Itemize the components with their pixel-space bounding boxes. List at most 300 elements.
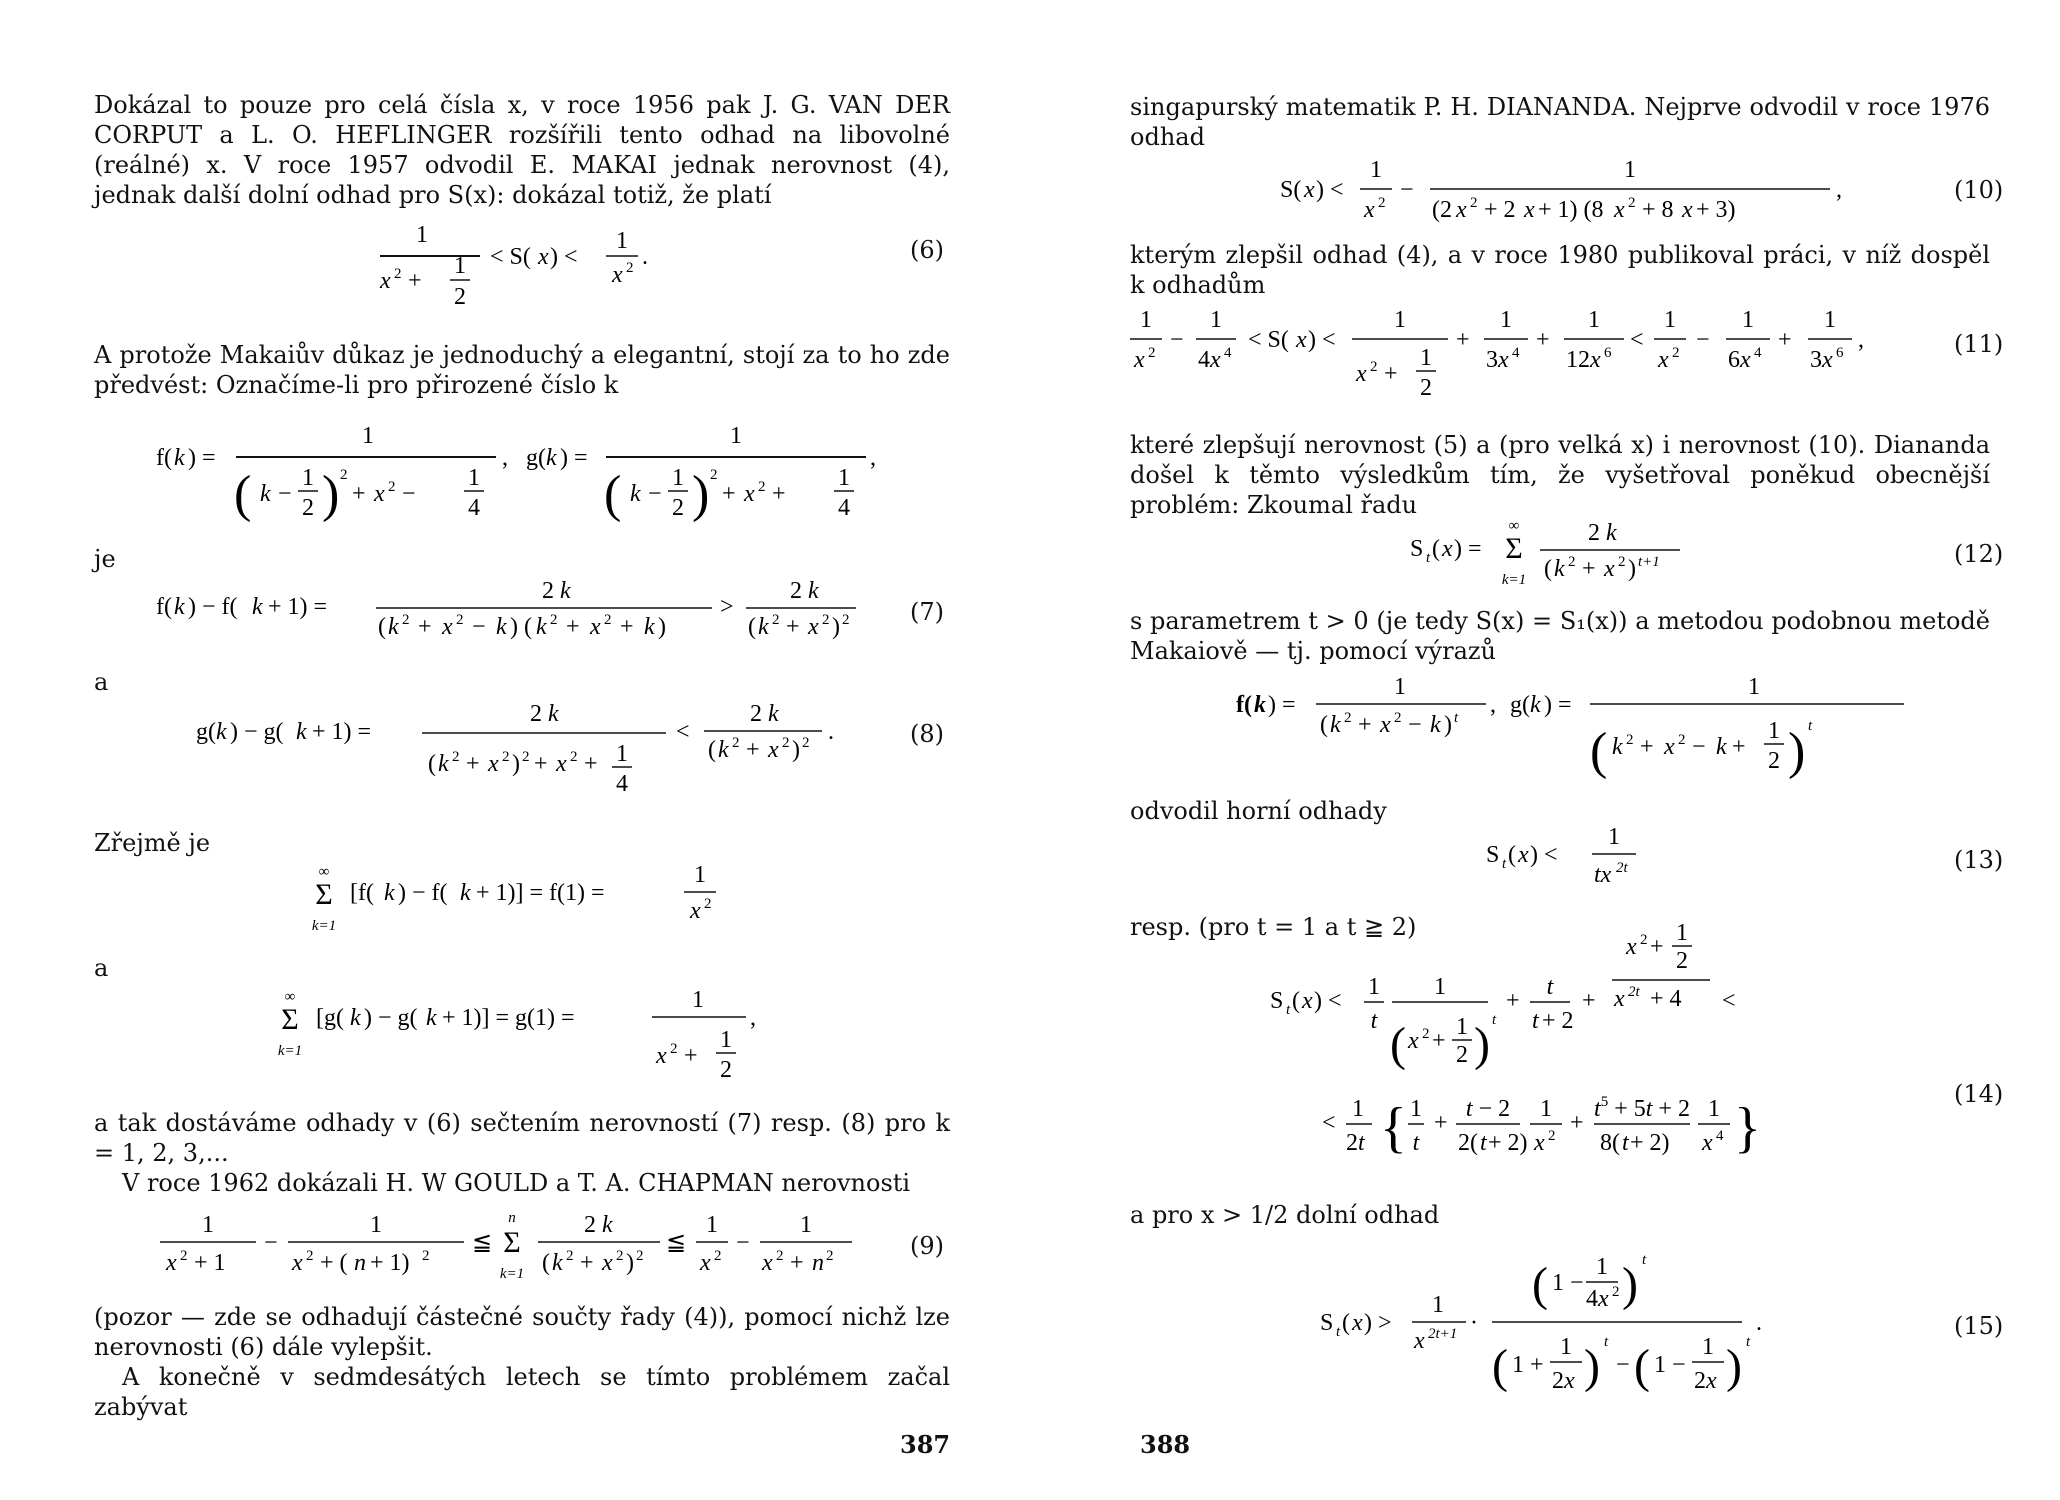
svg-text:2: 2 [452, 749, 460, 765]
svg-text:+: + [1732, 734, 1746, 760]
svg-text:2: 2 [1370, 359, 1378, 375]
equation-9 [160, 1208, 880, 1288]
svg-text:1: 1 [616, 741, 628, 767]
equation-9-number: (9) [910, 1232, 944, 1260]
svg-text:): ) [1584, 1340, 1600, 1393]
svg-text:1: 1 [1748, 674, 1760, 700]
svg-text:.: . [642, 244, 648, 270]
svg-text:1: 1 [362, 423, 374, 449]
svg-text:+: + [620, 614, 634, 640]
svg-text:2: 2 [1394, 710, 1402, 726]
svg-text:k: k [644, 614, 655, 640]
svg-text:k: k [1716, 734, 1727, 760]
svg-text:+ 4: + 4 [1650, 986, 1682, 1012]
svg-text:+ 1)] = g(1) =: + 1)] = g(1) = [442, 1005, 575, 1031]
svg-text:4: 4 [1586, 1286, 1598, 1312]
svg-text:,: , [1858, 327, 1864, 353]
svg-text:k: k [602, 1212, 613, 1238]
paragraph-4-text: s parametrem t > 0 (je tedy S(x) = S₁(x)) a metodou podobnou metodě Makaiově — tj. pomocí výrazů [1130, 607, 1990, 665]
paragraph-6-text: resp. (pro t = 1 a t ≧ 2) [1130, 913, 1417, 941]
svg-text:2: 2 [670, 1041, 678, 1057]
svg-text:1: 1 [1708, 1096, 1720, 1122]
svg-text:t: t [1546, 974, 1554, 1000]
svg-text:1: 1 [1676, 920, 1688, 946]
svg-text:x: x [656, 1043, 667, 1069]
svg-text:(: ( [1292, 988, 1300, 1014]
svg-text:): ) [832, 614, 840, 640]
svg-text:+: + [1434, 1110, 1448, 1136]
svg-text:) − g(: ) − g( [230, 719, 284, 745]
equation-12 [1410, 514, 1770, 594]
svg-text:1: 1 [692, 987, 704, 1013]
svg-text:1: 1 [370, 1212, 382, 1238]
svg-text:+ 1): + 1) [370, 1250, 410, 1276]
svg-text:1: 1 [1596, 1254, 1608, 1280]
svg-text:(: ( [1390, 1018, 1406, 1071]
svg-text:x: x [1702, 1130, 1713, 1156]
svg-text:2: 2 [636, 1248, 644, 1264]
svg-text:2: 2 [1694, 1368, 1706, 1394]
svg-text:∞: ∞ [284, 989, 296, 1005]
svg-text:n: n [812, 1250, 824, 1276]
svg-text:x: x [1456, 197, 1467, 223]
svg-text:) =: ) = [1544, 692, 1572, 718]
svg-text:(: ( [1342, 1310, 1350, 1336]
svg-text:2: 2 [1588, 520, 1600, 546]
svg-text:1: 1 [694, 862, 706, 888]
svg-text:) − f(: ) − f( [188, 594, 238, 620]
paragraph-4 [1130, 606, 1990, 666]
svg-text:x: x [768, 737, 779, 763]
svg-text:t: t [1412, 1130, 1420, 1156]
equation-fk-gk [156, 415, 896, 530]
svg-text:k: k [384, 880, 395, 906]
equation-8 [196, 695, 876, 805]
svg-text:+ 1: + 1 [194, 1250, 226, 1276]
svg-text:+: + [580, 1250, 594, 1276]
svg-text:2: 2 [732, 735, 740, 751]
svg-text:2: 2 [454, 284, 466, 310]
svg-text:x: x [762, 1250, 773, 1276]
svg-text:) <: ) < [550, 244, 578, 270]
svg-text:2: 2 [1148, 345, 1156, 361]
svg-text:−: − [1400, 177, 1414, 203]
svg-text:) <: ) < [1530, 842, 1558, 868]
svg-text:+: + [408, 268, 422, 294]
svg-text:}: } [1734, 1097, 1761, 1159]
svg-text:) <: ) < [1308, 327, 1336, 353]
svg-text:+ 2): + 2) [1488, 1130, 1528, 1156]
svg-text:x: x [1304, 177, 1315, 203]
equation-7-number: (7) [910, 598, 944, 626]
svg-text:2: 2 [340, 467, 348, 483]
svg-text:t: t [1336, 1324, 1341, 1340]
svg-text:6: 6 [1836, 345, 1844, 361]
svg-text:2: 2 [604, 612, 612, 628]
svg-text:+ 1)] = f(1) =: + 1)] = f(1) = [476, 880, 605, 906]
svg-text:x: x [1706, 1368, 1717, 1394]
svg-text:x: x [1682, 197, 1693, 223]
svg-text:4: 4 [1754, 345, 1762, 361]
svg-text:−: − [736, 1230, 750, 1256]
svg-text:) =: ) = [1454, 536, 1482, 562]
svg-text:k: k [536, 614, 547, 640]
equation-6-number: (6) [910, 236, 944, 264]
svg-text:k: k [630, 481, 641, 507]
svg-text:x: x [1210, 347, 1221, 373]
equation-6 [360, 218, 680, 318]
svg-text:t: t [1604, 1334, 1609, 1350]
svg-text:): ) [1788, 723, 1806, 780]
svg-text:(: ( [748, 614, 756, 640]
paragraph-5-text: V roce 1962 dokázali H. W GOULD a T. A. CHAPMAN nerovnosti [122, 1169, 911, 1197]
svg-text:t5 + 5t + 2: $t^5 + 5t + 2$ [1594, 1094, 1690, 1122]
svg-text:f(: f( [1236, 692, 1252, 718]
svg-text:2: 2 [714, 1248, 722, 1264]
svg-text:t: t [1622, 1130, 1629, 1156]
svg-text:+: + [1506, 988, 1520, 1014]
svg-text:1: 1 [1432, 1292, 1444, 1318]
svg-text:g(: g( [1510, 692, 1530, 718]
svg-text:) =: ) = [188, 445, 216, 471]
equation-13-number: (13) [1954, 846, 2004, 874]
svg-text:+: + [722, 481, 736, 507]
paragraph-4 [94, 1108, 950, 1168]
svg-text:1: 1 [1410, 1096, 1422, 1122]
svg-text:−: − [472, 614, 486, 640]
svg-text:1: 1 [1420, 345, 1432, 371]
svg-text:(: ( [708, 737, 716, 763]
svg-text:1: 1 [616, 228, 628, 254]
svg-text:1: 1 [706, 1212, 718, 1238]
svg-text:2: 2 [1678, 732, 1686, 748]
svg-text:,: , [1490, 692, 1496, 718]
svg-text:2: 2 [750, 701, 762, 727]
svg-text:x: x [442, 614, 453, 640]
svg-text:2: 2 [782, 735, 790, 751]
svg-text:k: k [808, 578, 819, 604]
svg-text:4: 4 [1224, 345, 1232, 361]
svg-text:2: 2 [802, 735, 810, 751]
svg-text:[g(: [g( [316, 1005, 344, 1031]
svg-text:2: 2 [1568, 554, 1576, 570]
svg-text:x: x [690, 898, 701, 924]
svg-text:+: + [466, 751, 480, 777]
svg-text:2: 2 [1640, 932, 1648, 948]
svg-text:x: x [590, 614, 601, 640]
svg-text:1: 1 [1588, 307, 1600, 333]
svg-text:+ 8: + 8 [1642, 197, 1674, 223]
svg-text:≦: ≦ [666, 1230, 687, 1256]
svg-text:) =: ) = [560, 445, 588, 471]
svg-text:{: { [1380, 1097, 1407, 1159]
svg-text:(: ( [1320, 712, 1328, 738]
svg-text:2: 2 [1618, 554, 1626, 570]
svg-text:t: t [1642, 1252, 1647, 1268]
paragraph-3 [94, 828, 494, 858]
svg-text:x: x [1598, 1286, 1609, 1312]
equation-12-number: (12) [1954, 540, 2004, 568]
svg-text:x: x [374, 481, 385, 507]
svg-text:+: + [684, 1043, 698, 1069]
svg-text:) − g(: ) − g( [364, 1005, 418, 1031]
svg-text:f(: f( [156, 445, 172, 471]
svg-text:·: · [1470, 1310, 1478, 1336]
svg-text:t − 2: t − 2 [1465, 1096, 1511, 1122]
svg-text:x: x [1498, 347, 1509, 373]
svg-text:k: k [388, 614, 399, 640]
svg-text:x: x [1604, 556, 1615, 582]
svg-text:1: 1 [1140, 307, 1152, 333]
svg-text:1: 1 [1368, 974, 1380, 1000]
svg-text:2: 2 [1378, 195, 1386, 211]
svg-text:+: + [1384, 361, 1398, 387]
svg-text:2: 2 [302, 495, 314, 521]
svg-text:1: 1 [730, 423, 742, 449]
svg-text:x: x [602, 1250, 613, 1276]
svg-text:2: 2 [1676, 948, 1688, 974]
svg-text:x: x [1664, 734, 1675, 760]
equation-8-number: (8) [910, 720, 944, 748]
svg-text:n: n [508, 1210, 516, 1226]
svg-text:x: x [1380, 712, 1391, 738]
svg-text:2: 2 [584, 1212, 596, 1238]
svg-text:): ) [512, 751, 520, 777]
svg-text:+: + [786, 614, 800, 640]
svg-text:2: 2 [388, 479, 396, 495]
svg-text:+: + [1640, 734, 1654, 760]
svg-text:1: 1 [1664, 307, 1676, 333]
svg-text:+: + [1536, 327, 1550, 353]
svg-text:< S(: < S( [1248, 327, 1289, 353]
svg-text:k: k [560, 578, 571, 604]
paragraph-6-text: (pozor — zde se odhadují částečné součty řady (4)), pomocí nichž lze nerovnosti (6) dále vylepšit. [94, 1303, 950, 1361]
svg-text:<: < [1722, 988, 1736, 1014]
equation-sum-f [310, 860, 730, 940]
svg-text:2: 2 [456, 612, 464, 628]
svg-text:x: x [1614, 986, 1625, 1012]
svg-text:): ) [322, 466, 340, 523]
svg-text:1: 1 [202, 1212, 214, 1238]
svg-text:k: k [552, 1250, 563, 1276]
svg-text:2: 2 [710, 467, 718, 483]
svg-text:2: 2 [758, 479, 766, 495]
svg-text:x: x [1626, 934, 1637, 960]
svg-text:S(: S( [1280, 177, 1302, 203]
svg-text:2: 2 [306, 1248, 314, 1264]
svg-text:g(: g( [526, 445, 546, 471]
svg-text:3: 3 [1810, 347, 1822, 373]
equation-14-number: (14) [1954, 1080, 2004, 1108]
svg-text:Σ: Σ [1505, 532, 1523, 565]
svg-text:1: 1 [1824, 307, 1836, 333]
svg-text:x: x [1364, 197, 1375, 223]
svg-text:2: 2 [790, 578, 802, 604]
svg-text:.: . [828, 719, 834, 745]
svg-text:−: − [1170, 327, 1184, 353]
svg-text:2: 2 [1456, 1042, 1468, 1068]
svg-text:1: 1 [672, 465, 684, 491]
svg-text:(: ( [1508, 842, 1516, 868]
svg-text:2: 2 [1672, 345, 1680, 361]
svg-text:x: x [538, 244, 549, 270]
svg-text:2: 2 [776, 1248, 784, 1264]
svg-text:S: S [1410, 536, 1424, 562]
svg-text:tx: tx [1594, 862, 1612, 888]
paragraph-2 [94, 340, 950, 400]
svg-text:<: < [1630, 327, 1644, 353]
svg-text:k: k [1606, 520, 1617, 546]
svg-text:1: 1 [468, 465, 480, 491]
svg-text:k: k [296, 719, 307, 745]
svg-text:x: x [1134, 347, 1145, 373]
svg-text:t: t [1808, 718, 1813, 734]
svg-text:S: S [1486, 842, 1500, 868]
svg-text:2: 2 [1420, 375, 1432, 401]
svg-text:t+1: t+1 [1638, 554, 1660, 570]
svg-text:t: t [1502, 856, 1507, 872]
svg-text:1: 1 [302, 465, 314, 491]
equation-10-number: (10) [1954, 176, 2004, 204]
paragraph-5 [94, 1168, 950, 1198]
svg-text:S: S [1320, 1310, 1334, 1336]
svg-text:x: x [808, 614, 819, 640]
svg-text:k: k [1430, 712, 1441, 738]
svg-text:−: − [648, 481, 662, 507]
svg-text:x: x [1302, 988, 1313, 1014]
svg-text:2: 2 [530, 701, 542, 727]
svg-text:t: t [1358, 1130, 1365, 1156]
svg-text:+ 1) =: + 1) = [312, 719, 372, 745]
equation-sum-g [276, 985, 776, 1085]
svg-text:+: + [1432, 1028, 1446, 1054]
svg-text:1: 1 [1352, 1096, 1364, 1122]
paragraph-1-text: singapurský matematik P. H. DIANANDA. Nejprve odvodil v roce 1976 odhad [1130, 93, 1990, 151]
svg-text:1: 1 [1394, 674, 1406, 700]
svg-text:1: 1 [1768, 718, 1780, 744]
svg-text:1: 1 [1742, 307, 1754, 333]
svg-text:2: 2 [1626, 732, 1634, 748]
svg-text:x: x [1534, 1130, 1545, 1156]
svg-text:1: 1 [838, 465, 850, 491]
svg-text:k: k [1612, 734, 1623, 760]
svg-text:+: + [1582, 556, 1596, 582]
svg-text:) >: ) > [1364, 1310, 1392, 1336]
svg-text:k: k [438, 751, 449, 777]
svg-text:x: x [1658, 347, 1669, 373]
svg-text:+ (: + ( [320, 1250, 348, 1276]
svg-text:x: x [292, 1250, 303, 1276]
svg-text:4: 4 [1198, 347, 1210, 373]
paragraph-3-text: Zřejmě je [94, 829, 211, 857]
svg-text:1: 1 [1210, 307, 1222, 333]
svg-text:k=1: k=1 [499, 1266, 525, 1282]
svg-text:k: k [1330, 712, 1341, 738]
svg-text:.: . [1756, 1310, 1762, 1336]
svg-text:1: 1 [1624, 157, 1636, 183]
paragraph-3-text: které zlepšují nerovnost (5) a (pro velká x) i nerovnost (10). Diananda došel k těmto výsledkům tím, že vyšetřoval poněkud obecnější problém: Zkoumal řadu [1130, 431, 1990, 519]
svg-text:t: t [1426, 550, 1431, 566]
svg-text:−: − [1692, 734, 1706, 760]
svg-text:k: k [496, 614, 507, 640]
svg-text:(: ( [604, 466, 622, 523]
svg-text:) <: ) < [1316, 177, 1344, 203]
svg-text:Σ: Σ [315, 878, 333, 911]
svg-text:) =: ) = [1268, 692, 1296, 718]
paragraph-7 [1130, 1200, 1990, 1230]
svg-text:Σ: Σ [503, 1226, 521, 1259]
equation-7 [156, 572, 876, 642]
svg-text:1: 1 [1370, 157, 1382, 183]
svg-text:x: x [612, 262, 623, 288]
svg-text:+ 2: + 2 [1484, 197, 1516, 223]
svg-text:k: k [768, 701, 779, 727]
right-page [1030, 0, 2060, 1500]
svg-text:2: 2 [1422, 1026, 1430, 1042]
svg-text:(: ( [1532, 1258, 1548, 1311]
svg-text:Σ: Σ [281, 1003, 299, 1036]
svg-text:4: 4 [1512, 345, 1520, 361]
svg-text:): ) [1474, 1018, 1490, 1071]
svg-text:t: t [1492, 1012, 1497, 1028]
svg-text:t: t [1454, 710, 1459, 726]
svg-text:x: x [1740, 347, 1751, 373]
svg-text:2: 2 [394, 266, 402, 282]
svg-text:t: t [1480, 1130, 1487, 1156]
svg-text:(: ( [428, 751, 436, 777]
svg-text:2: 2 [566, 1248, 574, 1264]
svg-text:−: − [402, 481, 416, 507]
equation-fk-gk-generalized [1236, 672, 1916, 787]
svg-text:2: 2 [842, 612, 850, 628]
svg-text:k: k [548, 701, 559, 727]
svg-text:+: + [1358, 712, 1372, 738]
svg-text:2: 2 [1612, 1284, 1620, 1300]
svg-text:x: x [744, 481, 755, 507]
svg-text:2: 2 [550, 612, 558, 628]
svg-text:k: k [1530, 692, 1541, 718]
svg-text:2: 2 [1346, 1130, 1358, 1156]
svg-text:) (: ) ( [510, 614, 532, 640]
svg-text:1: 1 [1434, 974, 1446, 1000]
svg-text:+ 1) (8: + 1) (8 [1538, 197, 1604, 223]
svg-text:+: + [1582, 988, 1596, 1014]
svg-text:1: 1 [1702, 1334, 1714, 1360]
svg-text:): ) [1444, 712, 1452, 738]
svg-text:x: x [488, 751, 499, 777]
svg-text:k: k [718, 737, 729, 763]
svg-text:+: + [352, 481, 366, 507]
paragraph-6 [94, 1302, 950, 1362]
svg-text:) <: ) < [1314, 988, 1342, 1014]
equation-15 [1320, 1250, 1880, 1400]
svg-text:2: 2 [822, 612, 830, 628]
svg-text:k: k [174, 594, 185, 620]
svg-text:n: n [354, 1250, 366, 1276]
svg-text:(: ( [1590, 723, 1608, 780]
svg-text:2: 2 [720, 1057, 732, 1083]
svg-text:1: 1 [454, 253, 466, 279]
svg-text:2: 2 [1548, 1128, 1556, 1144]
paragraph-1 [94, 90, 950, 210]
svg-text:+: + [534, 751, 548, 777]
svg-text:+: + [418, 614, 432, 640]
svg-text:k: k [546, 445, 557, 471]
svg-text:2: 2 [542, 578, 554, 604]
svg-text:1 +: 1 + [1512, 1352, 1544, 1378]
svg-text:2: 2 [626, 260, 634, 276]
svg-text:2: 2 [1552, 1368, 1564, 1394]
